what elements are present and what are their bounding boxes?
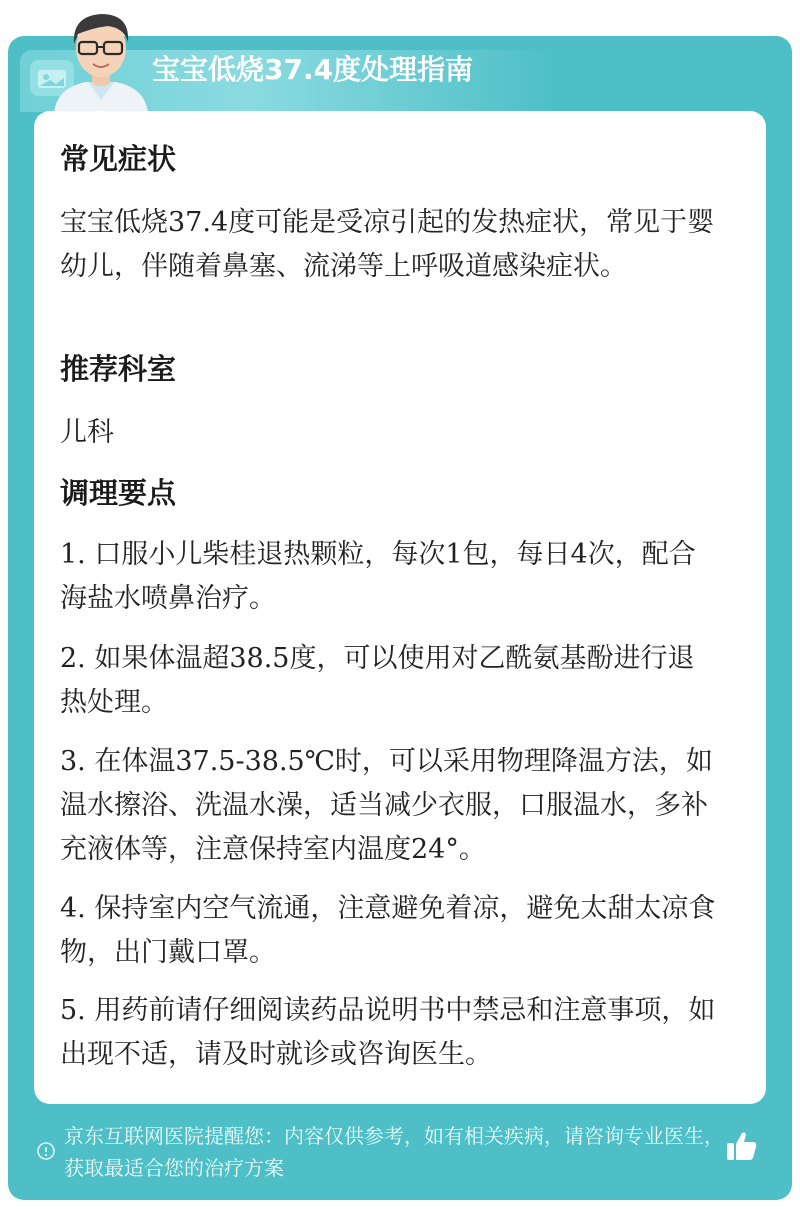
section-title-department: 推荐科室 — [60, 352, 177, 386]
care-item-4: 4. 保持室内空气流通，注意避免着凉，避免太甜太凉食物，出门戴口罩。 — [60, 893, 716, 968]
care-item-2: 2. 如果体温超38.5度，可以使用对乙酰氨基酚进行退热处理。 — [60, 643, 695, 718]
care-item-1: 1. 口服小儿柴桂退热颗粒，每次1包，每日4次，配合海盐水喷鼻治疗。 — [60, 539, 696, 614]
info-icon — [36, 1141, 56, 1161]
doctor-avatar — [46, 4, 156, 114]
care-item-3: 3. 在体温37.5-38.5℃时，可以采用物理降温方法，如温水擦浴、洗温水澡，适当减少衣服，口服温水，多补充液体等，注意保持室内温度24°。 — [60, 746, 713, 865]
care-item-5: 5. 用药前请仔细阅读药品说明书中禁忌和注意事项，如出现不适，请及时就诊或咨询医生。 — [60, 995, 716, 1070]
department-text: 儿科 — [60, 417, 114, 448]
section-title-care: 调理要点 — [60, 476, 177, 510]
section-title-symptoms: 常见症状 — [60, 142, 177, 176]
page-title: 宝宝低烧37.4度处理指南 — [152, 53, 474, 86]
thumbs-up-icon[interactable] — [724, 1128, 760, 1164]
symptoms-text: 宝宝低烧37.4度可能是受凉引起的发热症状，常见于婴幼儿，伴随着鼻塞、流涕等上呼吸道感染症状。 — [60, 207, 715, 282]
disclaimer-text: 京东互联网医院提醒您：内容仅供参考，如有相关疾病，请咨询专业医生，获取最适合您的治疗方案 — [64, 1124, 724, 1180]
content-card — [34, 111, 766, 1104]
